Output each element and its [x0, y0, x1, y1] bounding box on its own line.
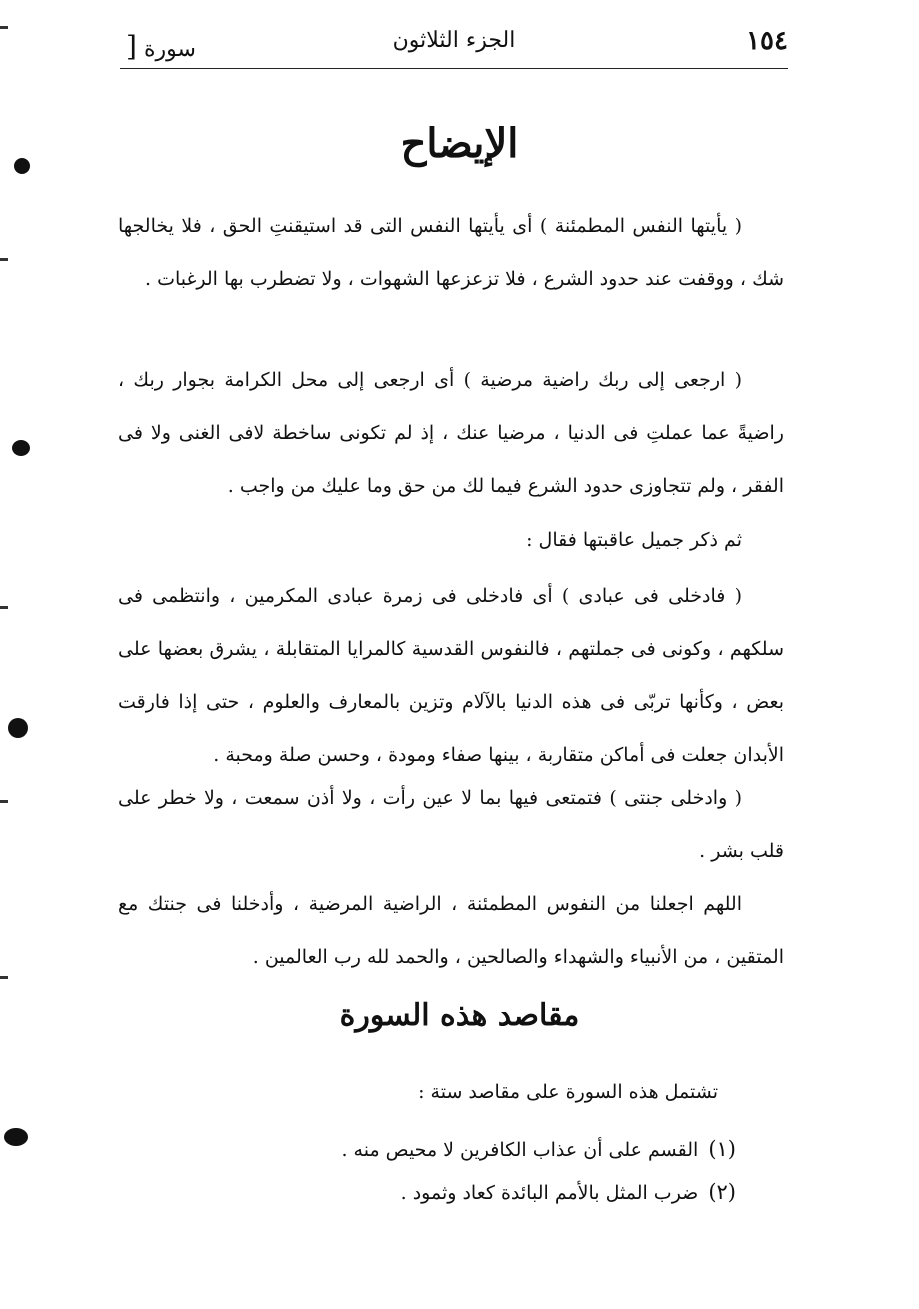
- paragraph-5: ( وادخلى جنتى ) فتمتعى فيها بما لا عين رأت ، ولا أذن سمعت ، ولا خطر على قلب بشر .: [118, 787, 784, 862]
- surah-label-wrap: [120, 30, 196, 63]
- paragraph-1: ( يأيتها النفس المطمئنة ) أى يأيتها النفس التى قد استيقنتِ الحق ، فلا يخالجها شك ، ووقفت عند حدود الشرع ، فلا تزعزعها الشهوات ، ولا تضطرب بها الرغبات .: [118, 215, 784, 290]
- scan-mark: [0, 800, 8, 803]
- paragraph-3: ثم ذكر جميل عاقبتها فقال :: [526, 529, 742, 551]
- scan-mark: [0, 258, 8, 261]
- scan-mark: [0, 606, 8, 609]
- list-item-text: القسم على أن عذاب الكافرين لا محيص منه .: [341, 1139, 699, 1161]
- list-item: [118, 1171, 784, 1214]
- objectives-list: [118, 1128, 784, 1214]
- paragraph-6: اللهم اجعلنا من النفوس المطمئنة ، الراضية المرضية ، وأدخلنا فى جنتك مع المتقين ، من الأنبياء والشهداء والصالحين ، والحمد لله رب العالمين .: [118, 893, 784, 968]
- header-divider: [120, 68, 788, 69]
- scan-speck: [14, 158, 30, 174]
- section-heading-explanation: الإيضاح: [400, 120, 519, 167]
- list-item-text: ضرب المثل بالأمم البائدة كعاد وثمود .: [400, 1182, 699, 1204]
- paragraph-4: ( فادخلى فى عبادى ) أى فادخلى فى زمرة عبادى المكرمين ، وانتظمى فى سلكهم ، وكونى فى جملتهم ، فالنفوس القدسية كالمرايا المتقابلة ، يشرق بعضها على بعض ، وكأنها تربّى فى هذه الدنيا بالآلام وتزين بالمعارف والعلوم ، حتى إذا فارقت الأبدان جعلت فى أماكن متقاربة ، بينها صفاء ومودة ، وحسن صلة ومحبة .: [118, 585, 784, 766]
- running-header: [120, 22, 788, 68]
- scan-speck: [4, 1128, 28, 1146]
- scan-mark: [0, 976, 8, 979]
- objectives-intro: تشتمل هذه السورة على مقاصد ستة :: [418, 1081, 718, 1103]
- surah-label: سورة: [143, 37, 196, 62]
- section-heading-objectives: مقاصد هذه السورة: [339, 998, 580, 1033]
- paragraph-2: ( ارجعى إلى ربك راضية مرضية ) أى ارجعى إلى محل الكرامة بجوار ربك ، راضيةً عما عملتِ فى الدنيا ، مرضيا عنك ، إذ لم تكونى ساخطة لافى الغنى ولا فى الفقر ، ولم تتجاوزى حدود الشرع فيما لك من حق وما عليك من واجب .: [118, 369, 784, 497]
- page-number: ١٥٤: [746, 26, 788, 56]
- list-item-number: (٢): [708, 1180, 736, 1204]
- juz-title: الجزء الثلاثون: [392, 28, 516, 53]
- header-bracket: [: [126, 30, 137, 63]
- list-item-number: (١): [708, 1137, 736, 1161]
- scan-speck: [12, 440, 30, 456]
- scan-mark: [0, 26, 8, 29]
- scan-speck: [8, 718, 28, 738]
- list-item: [118, 1128, 784, 1171]
